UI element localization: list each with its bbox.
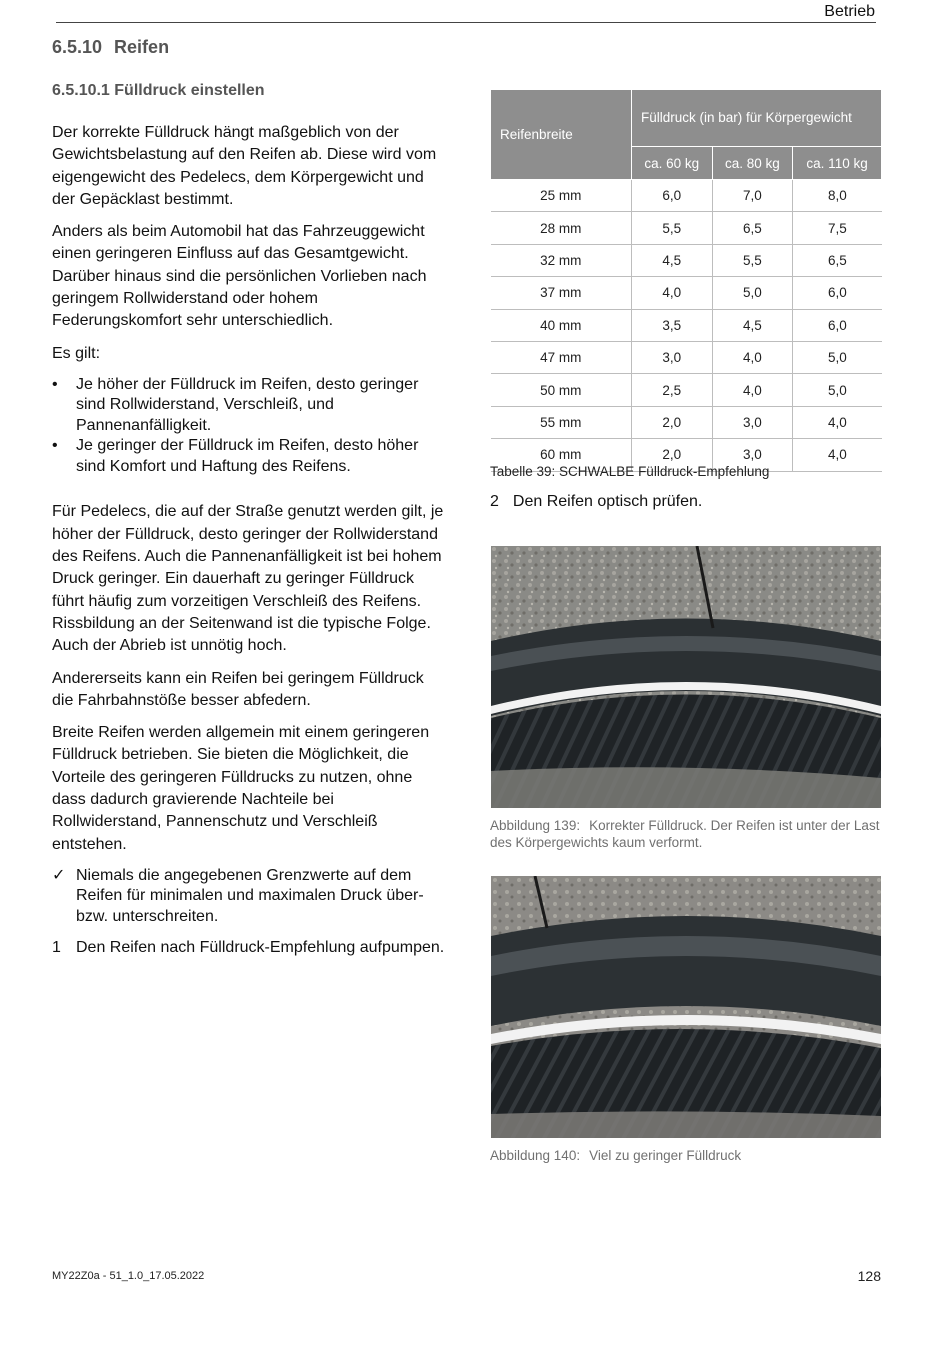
- footer-document-id: MY22Z0a - 51_1.0_17.05.2022: [52, 1270, 205, 1282]
- left-column: [52, 122, 447, 969]
- table-cell-pressure: 6,5: [712, 212, 793, 244]
- figure-caption: [490, 1148, 885, 1165]
- table-cell-pressure: 6,0: [793, 277, 882, 309]
- step-number: 1: [52, 939, 61, 957]
- figure-label: Abbildung 140:: [490, 1148, 581, 1163]
- bullet-item: • Je geringer der Fülldruck im Reifen, desto höher sind Komfort und Haftung des Reifens.: [52, 436, 447, 477]
- table-cell-width: 25 mm: [491, 180, 632, 212]
- table-row: [491, 180, 882, 212]
- table-cell-pressure: 5,5: [712, 244, 793, 276]
- table-cell-width: 40 mm: [491, 309, 632, 341]
- table-cell-width: 60 mm: [491, 439, 632, 471]
- table-row: [491, 309, 882, 341]
- table-row: [491, 406, 882, 438]
- bullet-list: [52, 375, 447, 478]
- figure-caption: [490, 818, 885, 851]
- step-number: 2: [490, 493, 499, 510]
- table-row: [491, 277, 882, 309]
- table-cell-pressure: 6,0: [793, 309, 882, 341]
- section-title: Reifen: [114, 37, 170, 57]
- instruction-step: [490, 493, 702, 511]
- table-cell-pressure: 6,5: [793, 244, 882, 276]
- figure-text: Viel zu geringer Fülldruck: [589, 1148, 742, 1163]
- table-row: [491, 212, 882, 244]
- table-row: [491, 341, 882, 373]
- paragraph: Breite Reifen werden allgemein mit einem geringeren Fülldruck betrieben. Sie bieten die Möglichkeit, die Vorteile des geringeren Fülldrucks zu nutzen, ohne dass dadurch gravierende Nachteile bei Rollwiderstand, Pannenschutz und Verschleiß entstehen.: [52, 724, 430, 853]
- header-section-title: Betrieb: [824, 3, 875, 20]
- table-cell-pressure: 8,0: [793, 180, 882, 212]
- table-cell-width: 47 mm: [491, 341, 632, 373]
- step-text: Den Reifen optisch prüfen.: [512, 493, 703, 510]
- section-number: 6.5.10: [52, 37, 103, 57]
- subsection-number: 6.5.10.1: [52, 82, 110, 99]
- figure-text: Korrekter Fülldruck. Der Reifen ist unter der Last des Körpergewichts kaum verformt.: [490, 818, 880, 850]
- paragraph: Es gilt:: [52, 344, 101, 362]
- table-cell-pressure: 4,5: [632, 244, 713, 276]
- paragraph: Für Pedelecs, die auf der Straße genutzt werden gilt, je höher der Fülldruck, desto geringer der Rollwiderstand des Reifens. Auch die Pannenanfälligkeit ist bei hohem Druck geringer. Ein dauerhaft zu geringer Fülldruck führt häufig zum vorzeitigen Verschleiß des Reifens. Rissbildung an der Seitenwand ist die typische Folge. Auch der Abrieb ist unnötig hoch.: [52, 503, 444, 655]
- table-header-group: Fülldruck (in bar) für Körpergewicht: [632, 90, 882, 147]
- table-cell-pressure: 5,0: [793, 341, 882, 373]
- table-cell-pressure: 4,0: [793, 406, 882, 438]
- header-rule: [56, 22, 876, 23]
- table-caption: Tabelle 39: SCHWALBE Fülldruck-Empfehlung: [490, 464, 770, 479]
- table-cell-pressure: 4,0: [712, 374, 793, 406]
- table-cell-width: 32 mm: [491, 244, 632, 276]
- table-cell-pressure: 5,0: [793, 374, 882, 406]
- table-cell-pressure: 3,5: [632, 309, 713, 341]
- table-cell-pressure: 2,0: [632, 439, 713, 471]
- subsection-heading: [52, 82, 265, 100]
- table-row: [491, 374, 882, 406]
- paragraph: Andererseits kann ein Reifen bei geringem Fülldruck die Fahrbahnstöße besser abfedern.: [52, 669, 424, 709]
- table-cell-width: 50 mm: [491, 374, 632, 406]
- bullet-item: • Je höher der Fülldruck im Reifen, desto geringer sind Rollwiderstand, Verschleiß, und Pannenanfälligkeit.: [52, 375, 447, 437]
- table-cell-pressure: 2,0: [632, 406, 713, 438]
- table-cell-pressure: 4,0: [632, 277, 713, 309]
- table-cell-pressure: 3,0: [712, 439, 793, 471]
- table-cell-pressure: 3,0: [712, 406, 793, 438]
- step-text: Den Reifen nach Fülldruck-Empfehlung aufpumpen.: [76, 939, 445, 957]
- table-cell-pressure: 4,0: [793, 439, 882, 471]
- table-row: [491, 244, 882, 276]
- table-cell-width: 28 mm: [491, 212, 632, 244]
- section-heading: [52, 37, 169, 58]
- tire-pressure-table: [490, 89, 882, 472]
- table-cell-width: 55 mm: [491, 406, 632, 438]
- table-cell-pressure: 2,5: [632, 374, 713, 406]
- prerequisite-note: [52, 866, 447, 928]
- table-cell-pressure: 5,5: [632, 212, 713, 244]
- tire-photo-correct-pressure: [491, 546, 881, 808]
- table-cell-pressure: 4,5: [712, 309, 793, 341]
- paragraph: Anders als beim Automobil hat das Fahrzeuggewicht einen geringeren Einfluss auf das Gesamtgewicht. Darüber hinaus sind die persönlichen Vorlieben nach geringem Rollwiderstand oder hohem Federungskomfort sehr unterschiedlich.: [52, 223, 427, 330]
- table-cell-width: 37 mm: [491, 277, 632, 309]
- table-cell-pressure: 6,0: [632, 180, 713, 212]
- check-icon: ✓: [52, 866, 66, 884]
- paragraph: Der korrekte Fülldruck hängt maßgeblich von der Gewichtsbelastung auf den Reifen ab. Diese wird vom eigengewicht des Pedelecs, dem Körpergewicht und der Gepäcklast bestimmt.: [52, 124, 437, 208]
- table-subheader: ca. 60 kg: [632, 147, 713, 180]
- table-subheader: ca. 110 kg: [793, 147, 882, 180]
- figure-label: Abbildung 139:: [490, 818, 581, 833]
- instruction-step: [52, 937, 447, 959]
- table-cell-pressure: 7,0: [712, 180, 793, 212]
- table-cell-pressure: 3,0: [632, 341, 713, 373]
- table-cell-pressure: 5,0: [712, 277, 793, 309]
- footer-page-number: 128: [857, 1268, 881, 1284]
- table-cell-pressure: 7,5: [793, 212, 882, 244]
- prerequisite-text: Niemals die angegebenen Grenzwerte auf dem Reifen für minimalen und maximalen Druck über- bzw. unterschreiten.: [76, 866, 424, 925]
- table-header-width: Reifenbreite: [491, 90, 632, 180]
- subsection-title: Fülldruck einstellen: [114, 82, 265, 99]
- table-subheader: ca. 80 kg: [712, 147, 793, 180]
- table-cell-pressure: 4,0: [712, 341, 793, 373]
- tire-photo-low-pressure: [491, 876, 881, 1138]
